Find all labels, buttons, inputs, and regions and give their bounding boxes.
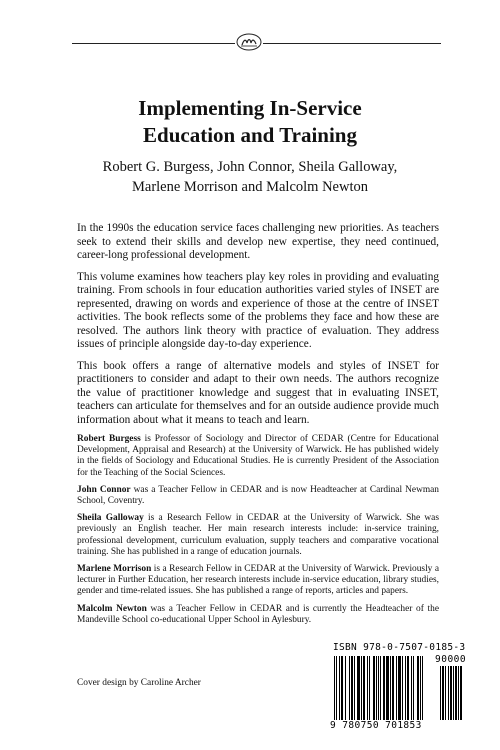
bio-name: Malcolm Newton: [77, 603, 147, 614]
blurb-paragraph: In the 1990s the education service faces challenging new priorities. As teachers seek to extend their skills and develop new expertise, they need continued, career-long professional development.: [77, 222, 439, 261]
authors-line-1: Robert G. Burgess, John Connor, Sheila Galloway,: [102, 159, 398, 175]
blurb-paragraph: This volume examines how teachers play key roles in providing and evaluating training. From schools in four education authorities varied styles of INSET are represented, drawing on words and experience of those at the centre of INSET activities. The book reflects some of the problems they face and how these are resolved. The authors link theory with practice of evaluation. They address issues of principle alongside day-to-day experience.: [77, 270, 439, 350]
title-line-1: Implementing In-Service: [138, 96, 362, 120]
cover-design-credit: Cover design by Caroline Archer: [77, 678, 201, 688]
title-line-2: Education and Training: [143, 123, 357, 147]
bio-name: Marlene Morrison: [77, 564, 152, 575]
book-title: [0, 95, 500, 149]
bio-paragraph: [77, 485, 439, 507]
bio-text: was a Teacher Fellow in CEDAR and is now Headteacher at Cardinal Newman School, Coventry.: [77, 484, 439, 507]
addon-digits: 90000: [435, 654, 467, 665]
addon-barcode-bars: [440, 666, 465, 720]
bio-text: is a Research Fellow in CEDAR at the University of Warwick. She was previously an English teacher. Her main research interests include: in-service training, professional development, curriculum evaluation, supply teachers and comparative vocational training. She has published in a range of education journals.: [77, 513, 439, 557]
author-bios: [77, 434, 439, 632]
isbn-text: ISBN 978-0-7507-0185-3: [333, 642, 466, 653]
authors-line-2: Marlene Morrison and Malcolm Newton: [132, 179, 368, 195]
bio-paragraph: [77, 564, 439, 598]
barcode-box: [328, 641, 466, 735]
bio-name: Sheila Galloway: [77, 513, 144, 524]
barcode-space: [423, 656, 425, 720]
bio-paragraph: [77, 604, 439, 626]
bio-text: is Professor of Sociology and Director of CEDAR (Centre for Educational Development, Appraisal and Research) at the University of Warwick. He has published widely in the fields of Sociology and Educational Studies. He is currently President of the Association for the Teaching of the Social Sciences.: [77, 434, 439, 478]
bio-paragraph: [77, 434, 439, 479]
publisher-logo: [235, 30, 263, 54]
bio-text: is a Research Fellow in CEDAR at the University of Warwick. Previously a lecturer in Further Education, her research interests include in-service education, library studies, gender and time-related issues. She has published a range of reports, articles and papers.: [77, 564, 439, 597]
ean-digits: 9 780750 701853: [330, 720, 422, 731]
bio-text: was a Teacher Fellow in CEDAR and is currently the Headteacher of the Mandeville School co-educational Upper School in Aylesbury.: [77, 603, 439, 625]
blurb-paragraph: This book offers a range of alternative models and styles of INSET for practitioners to consider and adapt to their own needs. The authors recognize the value of practitioner knowledge and suggest that in evaluating INSET, teachers can articulate for themselves and for an outside audience provide much information about what it means to teach and learn.: [77, 359, 439, 426]
bio-name: John Connor: [77, 484, 131, 495]
bio-paragraph: [77, 513, 439, 558]
barcode-bar: [460, 666, 462, 720]
book-blurb: [77, 222, 439, 435]
swan-logo-icon: [236, 33, 262, 51]
bio-name: Robert Burgess: [77, 434, 141, 444]
book-authors: [0, 157, 500, 197]
barcode-bars: [334, 656, 434, 720]
